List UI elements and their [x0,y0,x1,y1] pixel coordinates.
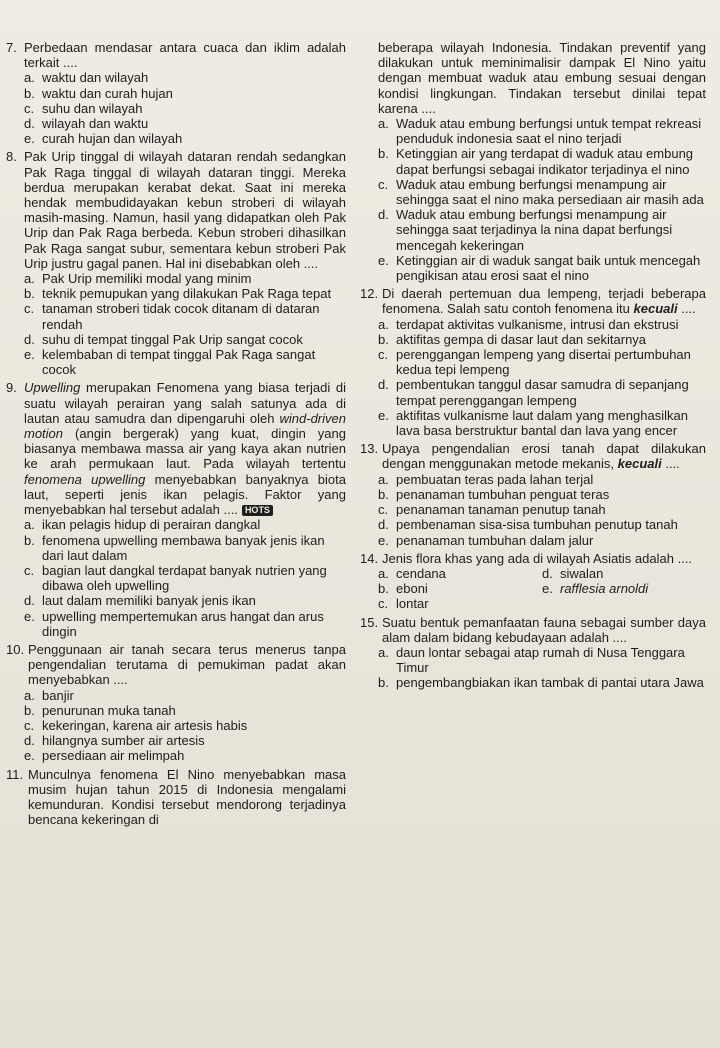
question-15 [360,615,706,691]
stem-italic-term: Upwelling [24,380,81,396]
option-letter: a. [378,116,389,132]
option-letter: c. [378,176,389,192]
option [378,533,706,548]
question-number: 15. [360,614,379,630]
stem-text-segment: merupakan Fenomena yang biasa terjadi di suatu wilayah perairan yang salah satunya ada di lautan atau samudra dan dipengaruhi oleh [24,380,346,426]
option [378,207,706,253]
options-grid [360,566,706,612]
option-text: Waduk atau embung berfungsi untuk tempat rekreasi penduduk indonesia saat el nino terjadi [396,116,702,147]
option-letter: e. [24,347,35,363]
option-letter: c. [24,717,35,733]
option [24,131,346,146]
options-list [360,645,706,691]
option-text: persediaan air melimpah [42,748,185,764]
option [24,609,346,639]
option [378,645,706,675]
options-list [360,116,706,283]
stem-text-segment: Di daerah pertemuan dua lempeng, terjadi beberapa fenomena. Salah satu contoh fenomena itu [382,286,706,317]
option [378,487,706,502]
options-list [6,688,346,764]
option [378,177,706,207]
option [378,675,706,690]
question-stem [382,441,706,471]
question-number: 12. [360,286,379,302]
question-number: 9. [6,380,17,396]
option-letter: e. [24,131,35,147]
option [24,593,346,608]
option-text: Waduk atau embung berfungsi menampung air sehingga saat el nino maka persediaan air masih ada [396,176,704,208]
option-text: Ketinggian air di waduk sangat baik untuk mencegah pengikisan atau erosi saat el nino [396,252,701,284]
option-text: penanaman tumbuhan penguat teras [396,486,610,502]
question-12 [360,286,706,438]
option-letter: e. [378,407,389,423]
option-letter: d. [24,116,35,132]
question-stem: beberapa wilayah Indonesia. Tindakan preventif yang dilakukan untuk meminimalisir dampak El Nino yaitu dengan membuat waduk atau embung sesuai dengan kondisi lingkungan. Tindakan tersebut dinilai tepat karena .... [378,40,706,116]
question-stem: Munculnya fenomena El Nino menyebabkan masa musim hujan tahun 2015 di Indonesia mengalami kemunduran. Kondisi tersebut mendorong terjadinya bencana kekeringan di [28,766,346,828]
option-text: pengembangbiakan ikan tambak di pantai utara Jawa [396,675,704,691]
option-letter: e. [24,608,35,624]
options-list [6,271,346,377]
option-letter: a. [378,565,389,581]
option-text: curah hujan dan wilayah [42,131,183,147]
option [24,286,346,301]
question-number: 8. [6,149,17,165]
option-letter: a. [24,517,35,533]
option [378,408,706,438]
option-text: siwalan [560,565,604,581]
option-letter: a. [24,271,35,287]
option-text: waktu dan curah hujan [42,85,173,101]
option-text: penurunan muka tanah [42,702,176,718]
option [24,271,346,286]
option-text: rafflesia arnoldi [560,581,649,597]
option [378,566,542,581]
question-stem: Penggunaan air tanah secara terus menerus tanpa pengendalian terutama di pemukiman padat akan menyebabkan .... [28,641,346,688]
option [24,101,346,116]
stem-text-segment: Upaya pengendalian erosi tanah dapat dilakukan dengan menggunakan metode mekanis, [382,441,706,472]
option-letter: d. [24,331,35,347]
option [24,332,346,347]
question-11 [6,767,346,828]
option-letter: c. [24,100,35,116]
question-stem: Pak Urip tinggal di wilayah dataran rendah sedangkan Pak Raga tinggal di wilayah dataran tinggi. Mereka berdua merupakan kerabat dekat. Saat ini mereka hendak membudidayakan kebun stroberi di wilayah masih-masing. Namun, hasil yang didapatkan oleh Pak Urip dan Pak Raga berbeda. Kebun stroberi dihasilkan Pak Raga sangat subur, sementara kebun stroberi Pak Urip justru gagal panen. Hal ini disebabkan oleh .... [24,149,346,271]
stem-emphasis: kecuali [617,456,662,472]
option [542,581,706,596]
option [542,566,706,581]
option-letter: d. [24,593,35,609]
option [24,533,346,563]
options-list [360,317,706,439]
option [24,116,346,131]
stem-emphasis: kecuali [633,301,678,317]
option [24,86,346,101]
option-letter: e. [378,252,389,268]
option-text: penanaman tanaman penutup tanah [396,502,606,518]
option [24,517,346,532]
option-letter: c. [378,596,389,612]
option [378,517,706,532]
question-stem: Jenis flora khas yang ada di wilayah Asiatis adalah .... [382,550,693,566]
question-11-continued [360,40,706,283]
option-text: kekeringan, karena air artesis habis [42,717,248,733]
option-letter: a. [378,316,389,332]
option-letter: e. [24,748,35,764]
hots-badge: HOTS [242,505,273,516]
question-10 [6,642,346,764]
option [24,748,346,763]
option-letter: b. [24,532,35,548]
option-letter: b. [24,85,35,101]
option-text: Pak Urip memiliki modal yang minim [42,271,252,287]
question-number: 7. [6,40,17,55]
stem-italic-term: wind-driven motion [24,410,346,442]
options-list [360,472,706,548]
option [24,718,346,733]
option-text: aktifitas vulkanisme laut dalam yang menghasilkan lava basa berstruktur bantal dan lava yang encer [396,407,688,439]
option [24,70,346,85]
option-text: waktu dan wilayah [42,70,149,86]
option-text: eboni [396,581,428,597]
question-stem [24,380,346,517]
option-text: cendana [396,565,446,581]
right-column [356,40,706,1048]
question-number: 13. [360,441,379,457]
option [378,581,542,596]
option [378,472,706,487]
option-letter: b. [378,486,389,502]
option [378,332,706,347]
option-text: Waduk atau embung berfungsi menampung air sehingga saat terjadinya la nina dapat berfungsi mencegah kekeringan [396,207,673,253]
option-text: suhu di tempat tinggal Pak Urip sangat cocok [42,331,303,347]
option-text: pembenaman sisa-sisa tumbuhan penutup tanah [396,517,678,533]
option-letter: d. [378,517,389,533]
option-text: teknik pemupukan yang dilakukan Pak Raga tepat [42,286,332,302]
question-stem: Suatu bentuk pemanfaatan fauna sebagai sumber daya alam dalam bidang kebudayaan adalah .... [382,614,706,645]
option-text: tanaman stroberi tidak cocok ditanam di dataran rendah [42,301,320,332]
option-text: lontar [396,596,429,612]
option-letter: a. [378,644,389,660]
option [378,502,706,517]
option-letter: c. [378,502,389,518]
option-text: perenggangan lempeng yang disertai pertumbuhan kedua tepi lempeng [396,347,691,378]
options-list [6,517,346,639]
option-text: ikan pelagis hidup di perairan dangkal [42,517,261,533]
option-text: daun lontar sebagai atap rumah di Nusa Tenggara Timur [396,644,685,676]
option [378,377,706,407]
option-letter: a. [24,70,35,86]
option-text: bagian laut dangkal terdapat banyak nutrien yang dibawa oleh upwelling [42,562,327,594]
option-text: fenomena upwelling membawa banyak jenis ikan dari laut dalam [42,532,325,563]
question-number: 10. [6,641,25,657]
option-letter: c. [378,347,389,363]
option-letter: b. [378,146,389,162]
option-letter: d. [378,377,389,393]
option [24,703,346,718]
option-text: upwelling mempertemukan arus hangat dan arus dingin [42,608,324,639]
left-column [6,40,356,1048]
stem-text-segment: menyebabkan banyaknya biota laut, seperti jenis ikan pelagis. Faktor yang menyebabkan hal tersebut adalah .... [24,471,346,518]
question-number: 14. [360,550,379,566]
question-13 [360,441,706,547]
option-letter: d. [542,565,553,581]
option-letter: b. [378,581,389,597]
option [378,116,706,146]
option [378,317,706,332]
option-letter: a. [24,687,35,703]
option-text: penanaman tumbuhan dalam jalur [396,532,594,548]
option [24,733,346,748]
option [378,146,706,176]
question-stem: Perbedaan mendasar antara cuaca dan iklim adalah terkait .... [24,40,346,71]
option-text: kelembaban di tempat tinggal Pak Raga sangat cocok [42,347,316,378]
option-letter: b. [378,331,389,347]
option-text: laut dalam memiliki banyak jenis ikan [42,593,256,609]
option-letter: c. [24,562,35,578]
option [24,347,346,377]
question-9 [6,380,346,638]
option-letter: d. [24,733,35,749]
option [378,253,706,283]
option-letter: e. [542,581,553,597]
question-14 [360,551,706,612]
option-letter: b. [378,675,389,691]
option-letter: c. [24,301,35,317]
stem-italic-term: fenomena upwelling [24,471,146,487]
option-letter: b. [24,286,35,302]
option-letter: d. [378,207,389,223]
option-text: aktifitas gempa di dasar laut dan sekitarnya [396,331,647,347]
stem-text-segment: (angin bergerak) yang kuat, dingin yang biasanya membawa massa air yang kaya akan nutrien ke arah permukaan laut. Pada wilayah tertentu [24,426,346,472]
option [24,688,346,703]
option-text: banjir [42,687,74,703]
option [378,347,706,377]
option-letter: a. [378,471,389,487]
option-text: pembentukan tanggul dasar samudra di sepanjang tempat perenggangan lempeng [396,377,689,408]
question-stem [382,286,706,316]
option [378,596,542,611]
option-letter: b. [24,702,35,718]
option-text: Ketinggian air yang terdapat di waduk atau embung dapat berfungsi sebagai indikator terjadinya el nino [396,146,694,177]
option [24,563,346,593]
stem-text-segment: .... [665,456,680,472]
option-letter: e. [378,532,389,548]
stem-text-segment: .... [681,301,696,317]
options-list [6,70,346,146]
option-text: wilayah dan waktu [42,116,149,132]
option-text: terdapat aktivitas vulkanisme, intrusi dan ekstrusi [396,316,679,332]
question-7 [6,40,346,146]
question-8 [6,149,346,377]
option [24,301,346,331]
option-text: pembuatan teras pada lahan terjal [396,471,594,487]
option-text: suhu dan wilayah [42,100,143,116]
question-number: 11. [6,766,24,782]
option-text: hilangnya sumber air artesis [42,733,205,749]
